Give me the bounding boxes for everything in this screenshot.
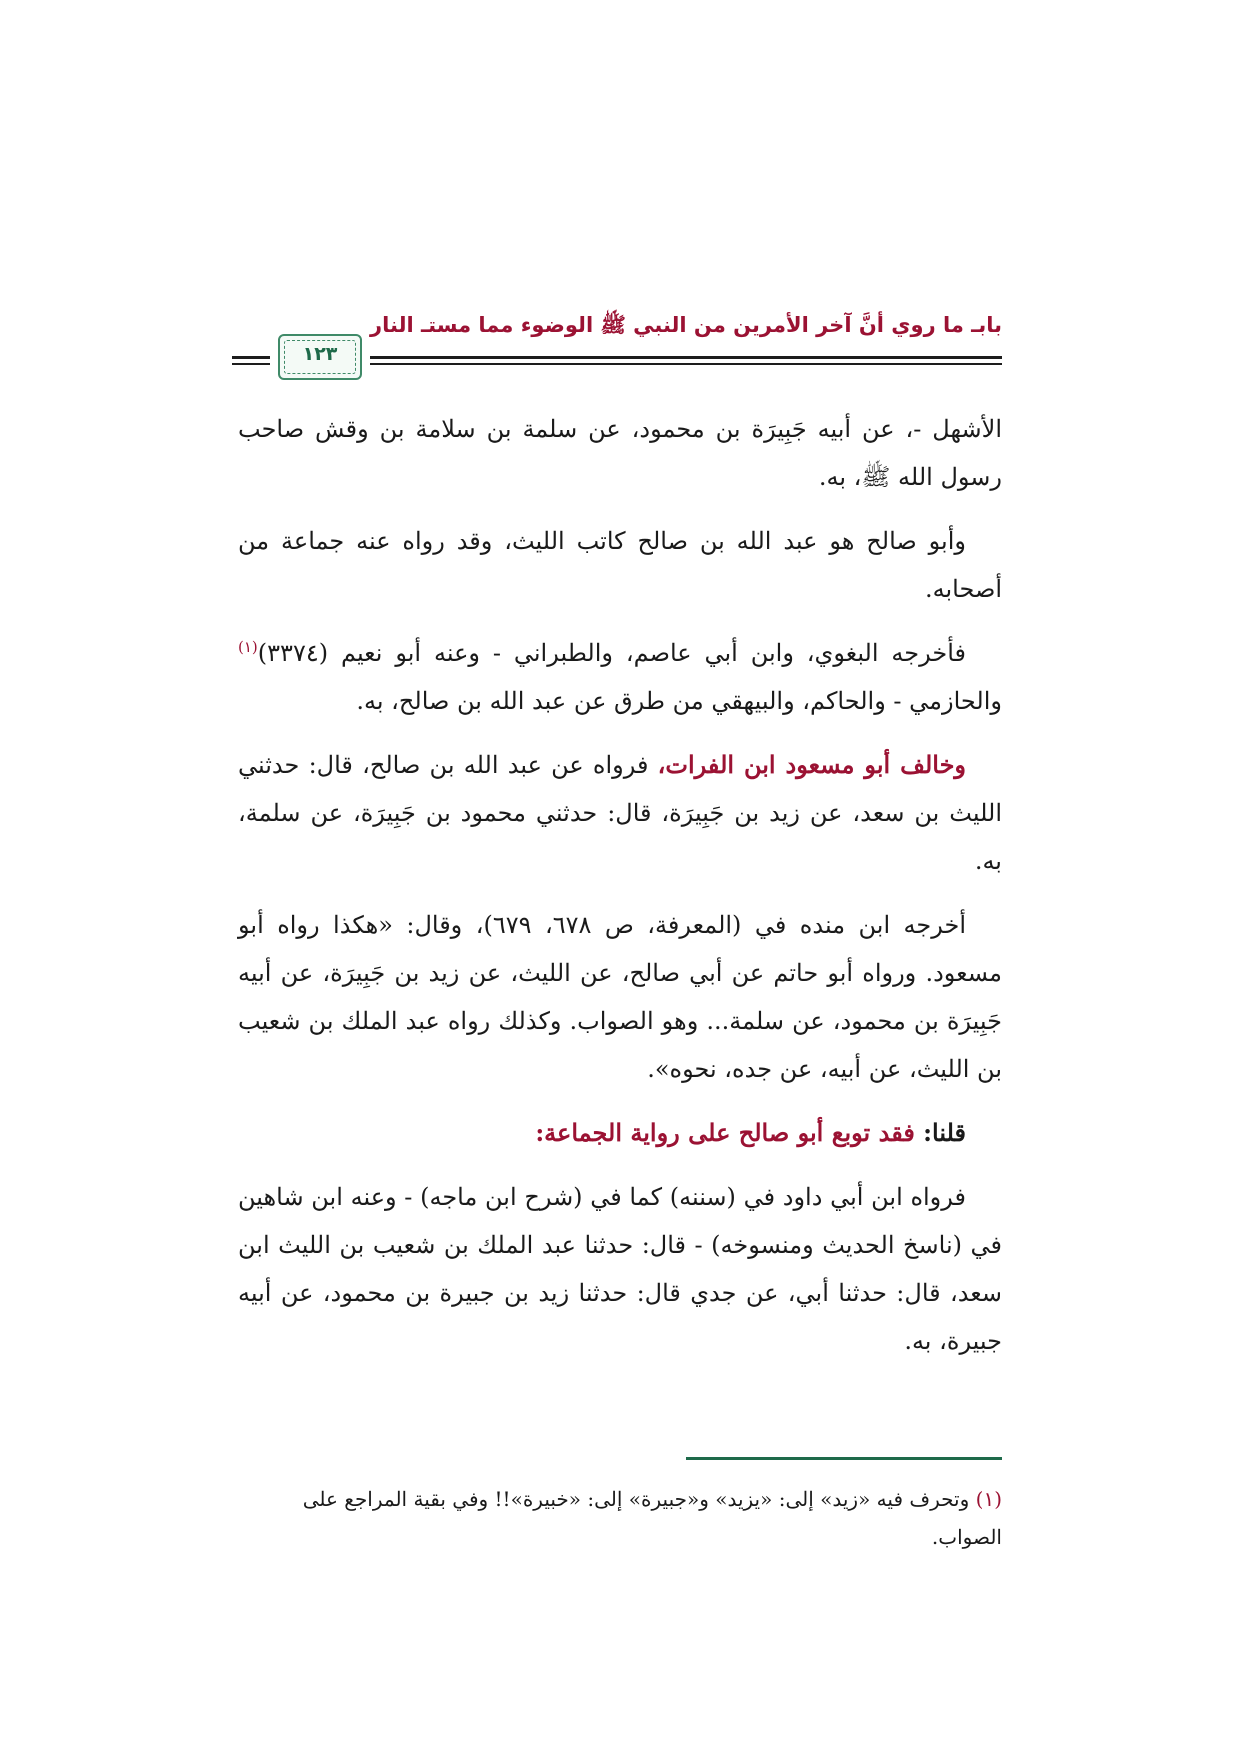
header-rule-left <box>232 356 270 359</box>
main-text <box>238 405 1002 1381</box>
header-rule-thin <box>370 363 1002 365</box>
page-number-badge <box>278 334 362 380</box>
paragraph-2: وأبو صالح هو عبد الله بن صالح كاتب الليث، وقد رواه عنه جماعة من أصحابه. <box>238 527 1002 603</box>
paragraph-6 <box>238 1109 1002 1157</box>
paragraph-7: فرواه ابن أبي داود في (سننه) كما في (شرح ابن ماجه) - وعنه ابن شاهين في (ناسخ الحديث ومنسوخه) - قال: حدثنا عبد الملك بن شعيب بن الليث ابن سعد، قال: حدثنا أبي، عن جدي قال: حدثنا زيد بن جبيرة بن محمود، عن أبيه جبيرة، به. <box>238 1183 1002 1355</box>
paragraph-3-continuation: والحازمي - والحاكم، والبيهقي من طرق عن عبد الله بن صالح، به. <box>356 687 1002 715</box>
header-rule-left-thin <box>232 363 270 365</box>
header-rule <box>370 356 1002 359</box>
paragraph-4 <box>238 741 1002 885</box>
highlighted-heading: فقد توبع أبو صالح على رواية الجماعة: <box>535 1118 924 1147</box>
footnote-reference[interactable]: (١) <box>238 638 258 656</box>
chapter-title: بابـ ما روي أنَّ آخر الأمرين من النبي ﷺ الوضوء مما مستـ النار <box>370 313 1002 337</box>
highlighted-phrase: وخالف أبو مسعود ابن الفرات، <box>657 750 966 779</box>
footnote-number: (١) <box>975 1487 1002 1511</box>
footnote-text: وتحرف فيه «زيد» إلى: «يزيد» و«جبيرة» إلى: «خبيرة»!! وفي بقية المراجع على الصواب. <box>302 1487 1002 1549</box>
footnote-1 <box>238 1480 1002 1556</box>
paragraph-1: الأشهل -، عن أبيه جَبِيرَة بن محمود، عن سلمة بن سلامة بن وقش صاحب رسول الله ﷺ، به. <box>238 415 1002 491</box>
footnote-divider <box>686 1457 1002 1460</box>
paragraph-4-text: فرواه عن عبد الله بن صالح، قال: حدثني الليث بن سعد، عن زيد بن جَبِيرَة، قال: حدثني محمود بن جَبِيرَة، عن سلمة، به. <box>238 751 1002 875</box>
paragraph-5: أخرجه ابن منده في (المعرفة، ص ٦٧٨، ٦٧٩)، وقال: «هكذا رواه أبو مسعود. ورواه أبو حاتم عن أبي صالح، عن الليث، عن زيد بن جَبِيرَة، عن أبيه جَبِيرَة بن محمود، عن سلمة... وهو الصواب. وكذلك رواه عبد الملك بن شعيب بن الليث، عن أبيه، عن جده، نحوه». <box>238 911 1002 1083</box>
qulna-label: قلنا: <box>923 1118 966 1147</box>
footnotes <box>238 1480 1002 1556</box>
paragraph-3 <box>238 629 1002 725</box>
page-number: ١٢٣ <box>302 343 338 365</box>
paragraph-3-text: فأخرجه البغوي، وابن أبي عاصم، والطبراني - وعنه أبو نعيم (٣٣٧٤) <box>257 639 966 667</box>
running-header <box>232 300 1002 386</box>
